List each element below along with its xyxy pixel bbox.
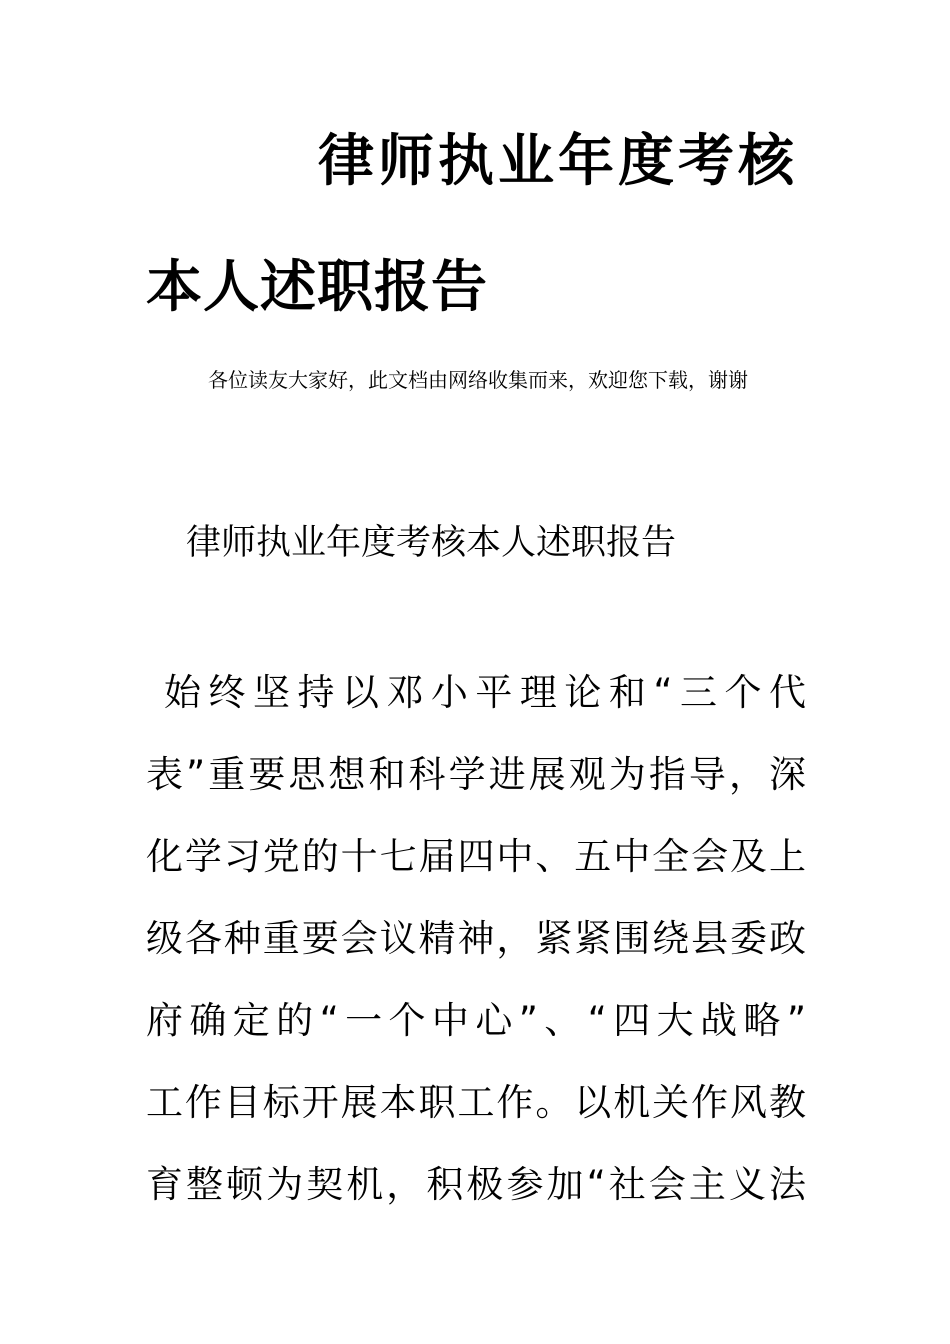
document-title-line-2: 本人述职报告 xyxy=(146,255,488,320)
document-subtitle: 律师执业年度考核本人述职报告 xyxy=(186,523,677,563)
body-line-5: 府确定的“一个中心”、“四大战略” xyxy=(146,999,806,1042)
document-title-line-1: 律师执业年度考核 xyxy=(318,129,798,194)
body-line-1: 始终坚持以邓小平理论和“三个代 xyxy=(164,671,806,714)
body-line-7: 育整顿为契机，积极参加“社会主义法 xyxy=(146,1163,806,1206)
body-line-4: 级各种重要会议精神，紧紧围绕县委政 xyxy=(146,917,806,960)
greeting-paragraph: 各位读友大家好，此文档由网络收集而来，欢迎您下载，谢谢 xyxy=(208,368,748,392)
body-line-2: 表”重要思想和科学进展观为指导，深 xyxy=(146,753,806,796)
body-line-3: 化学习党的十七届四中、五中全会及上 xyxy=(146,835,806,878)
body-line-6: 工作目标开展本职工作。以机关作风教 xyxy=(146,1081,806,1124)
